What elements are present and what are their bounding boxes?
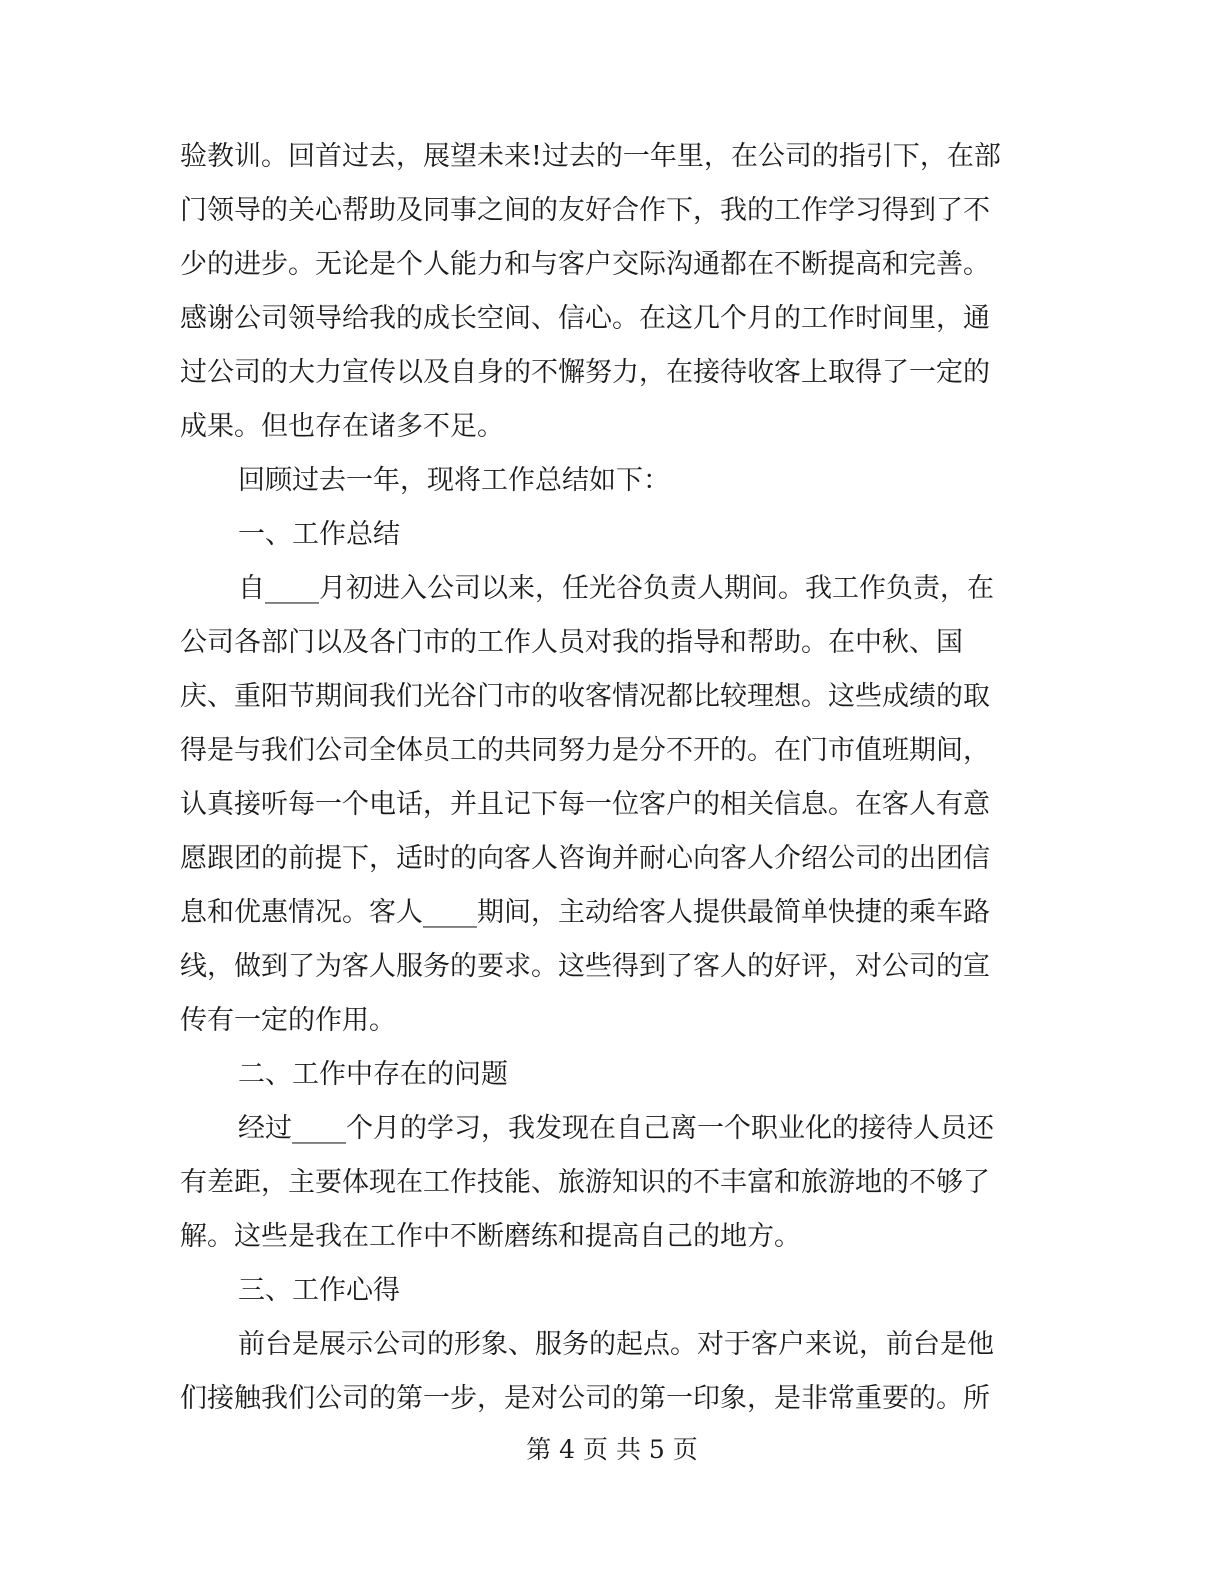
- text-line: 得是与我们公司全体员工的共同努力是分不开的。在门市值班期间，: [180, 735, 990, 766]
- text-line: 经过____个月的学习，我发现在自己离一个职业化的接待人员还: [238, 1113, 994, 1144]
- text-line: 前台是展示公司的形象、服务的起点。对于客户来说，前台是他: [238, 1329, 994, 1360]
- text-line: 愿跟团的前提下，适时的向客人咨询并耐心向客人介绍公司的出团信: [180, 843, 990, 874]
- section-heading-2: 二、工作中存在的问题: [238, 1059, 508, 1090]
- text-line: 们接触我们公司的第一步，是对公司的第一印象，是非常重要的。所: [180, 1383, 990, 1414]
- text-line: 成果。但也存在诸多不足。: [180, 411, 504, 442]
- text-line: 解。这些是我在工作中不断磨练和提高自己的地方。: [180, 1221, 801, 1252]
- text-line: 少的进步。无论是个人能力和与客户交际沟通都在不断提高和完善。: [180, 249, 990, 280]
- text-line: 感谢公司领导给我的成长空间、信心。在这几个月的工作时间里，通: [180, 303, 990, 334]
- text-line: 线，做到了为客人服务的要求。这些得到了客人的好评，对公司的宣: [180, 951, 990, 982]
- page-footer: 第 4 页 共 5 页: [526, 1435, 698, 1464]
- text-line: 息和优惠情况。客人____期间，主动给客人提供最简单快捷的乘车路: [180, 897, 990, 928]
- section-heading-1: 一、工作总结: [238, 519, 400, 550]
- document-body: [180, 130, 1025, 1426]
- text-line: 有差距，主要体现在工作技能、旅游知识的不丰富和旅游地的不够了: [180, 1167, 990, 1198]
- section-heading-3: 三、工作心得: [238, 1275, 400, 1306]
- text-line: 门领导的关心帮助及同事之间的友好合作下，我的工作学习得到了不: [180, 195, 990, 226]
- paragraph-intro: 回顾过去一年，现将工作总结如下：: [238, 465, 670, 496]
- text-line: 庆、重阳节期间我们光谷门市的收客情况都比较理想。这些成绩的取: [180, 681, 990, 712]
- text-line: 认真接听每一个电话，并且记下每一位客户的相关信息。在客人有意: [180, 789, 990, 820]
- text-line: 验教训。回首过去，展望未来!过去的一年里，在公司的指引下，在部: [180, 141, 1001, 172]
- text-line: 公司各部门以及各门市的工作人员对我的指导和帮助。在中秋、国: [180, 627, 963, 658]
- text-line: 传有一定的作用。: [180, 1005, 396, 1036]
- text-line: 自____月初进入公司以来，任光谷负责人期间。我工作负责，在: [238, 573, 994, 604]
- text-line: 过公司的大力宣传以及自身的不懈努力，在接待收客上取得了一定的: [180, 357, 990, 388]
